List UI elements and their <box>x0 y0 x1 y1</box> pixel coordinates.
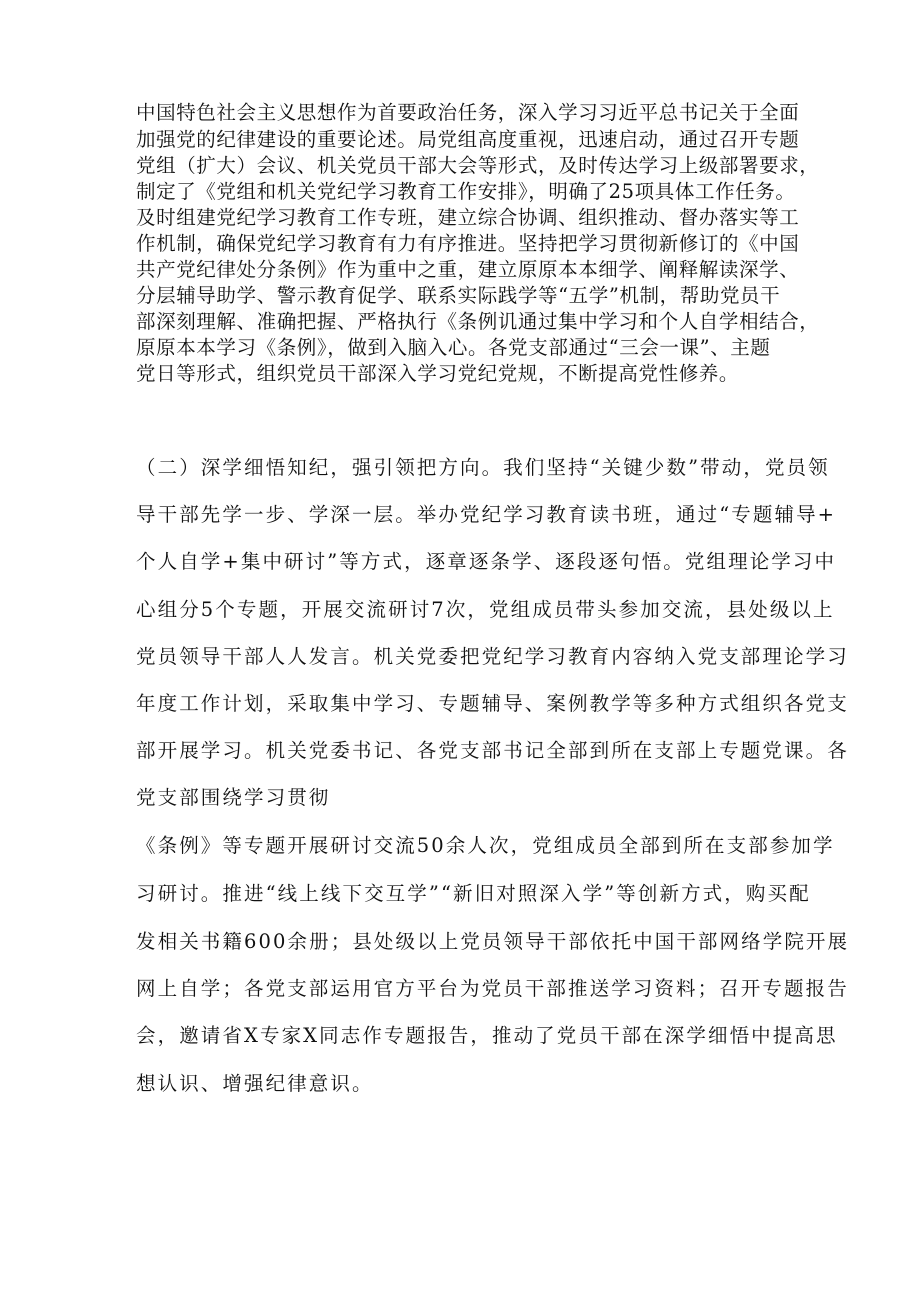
text-line: 个人自学+集中研讨”等方式，逐章逐条学、逐段逐句悟。党组理论学习中 <box>136 550 837 573</box>
text-line: 中国特色社会主义思想作为首要政治任务，深入学习习近平总书记关于全面 <box>136 101 800 124</box>
text-line: 作机制，确保党纪学习教育有力有序推进。坚持把学习贯彻新修订的《中国 <box>136 232 800 255</box>
text-line: 想认识、增强纪律意识。 <box>136 1072 374 1095</box>
text-line: 导干部先学一步、学深一层。举办党纪学习教育读书班，通过“专题辅导+ <box>136 503 837 526</box>
text-line: 原原本本学习《条例》，做到入脑入心。各党支部通过“三会一课”、主题 <box>136 336 771 359</box>
text-line: 及时组建党纪学习教育工作专班，建立综合协调、组织推动、督办落实等工 <box>136 206 800 229</box>
text-line: 习研讨。推进“线上线下交互学”“新旧对照深入学”等创新方式，购买配 <box>136 882 811 905</box>
text-line: 心组分5个专题，开展交流研讨7次，党组成员带头参加交流，县处级以上 <box>136 598 835 621</box>
text-line: 会，邀请省X专家X同志作专题报告，推动了党员干部在深学细悟中提高思 <box>136 1024 838 1047</box>
text-line: 网上自学；各党支部运用官方平台为党员干部推送学习资料；召开专题报告 <box>136 977 849 1000</box>
text-line: 《条例》等专题开展研讨交流50余人次，党组成员全部到所在支部参加学 <box>136 834 835 857</box>
text-line: 党支部围绕学习贯彻 <box>136 786 331 809</box>
text-line: 党组（扩大）会议、机关党员干部大会等形式，及时传达学习上级部署要求， <box>136 154 820 177</box>
text-line: 分层辅导助学、警示教育促学、联系实际践学等“五学”机制，帮助党员干 <box>136 284 781 307</box>
text-line: 共产党纪律处分条例》作为重中之重，建立原原本本细学、阐释解读深学、 <box>136 258 800 281</box>
section-heading-line: （二）深学细悟知纪，强引领把方向。我们坚持“关键少数”带动，党员领 <box>136 456 830 479</box>
text-line: 发相关书籍600余册；县处级以上党员领导干部依托中国干部网络学院开展 <box>136 930 850 953</box>
text-line: 部深刻理解、准确把握、严格执行《条例讥通过集中学习和个人自学相结合， <box>136 310 820 333</box>
text-line: 加强党的纪律建设的重要论述。局党组高度重视，迅速启动，通过召开专题 <box>136 128 800 151</box>
text-line: 部开展学习。机关党委书记、各党支部书记全部到所在支部上专题党课。各 <box>136 739 849 762</box>
text-line: 党日等形式，组织党员干部深入学习党纪党规，不断提高党性修养。 <box>136 362 740 385</box>
text-line: 年度工作计划，采取集中学习、专题辅导、案例教学等多种方式组织各党支 <box>136 692 849 715</box>
text-line: 制定了《党组和机关党纪学习教育工作安排》，明确了25项具体工作任务。 <box>136 180 796 203</box>
text-line: 党员领导干部人人发言。机关党委把党纪学习教育内容纳入党支部理论学习 <box>136 645 849 668</box>
